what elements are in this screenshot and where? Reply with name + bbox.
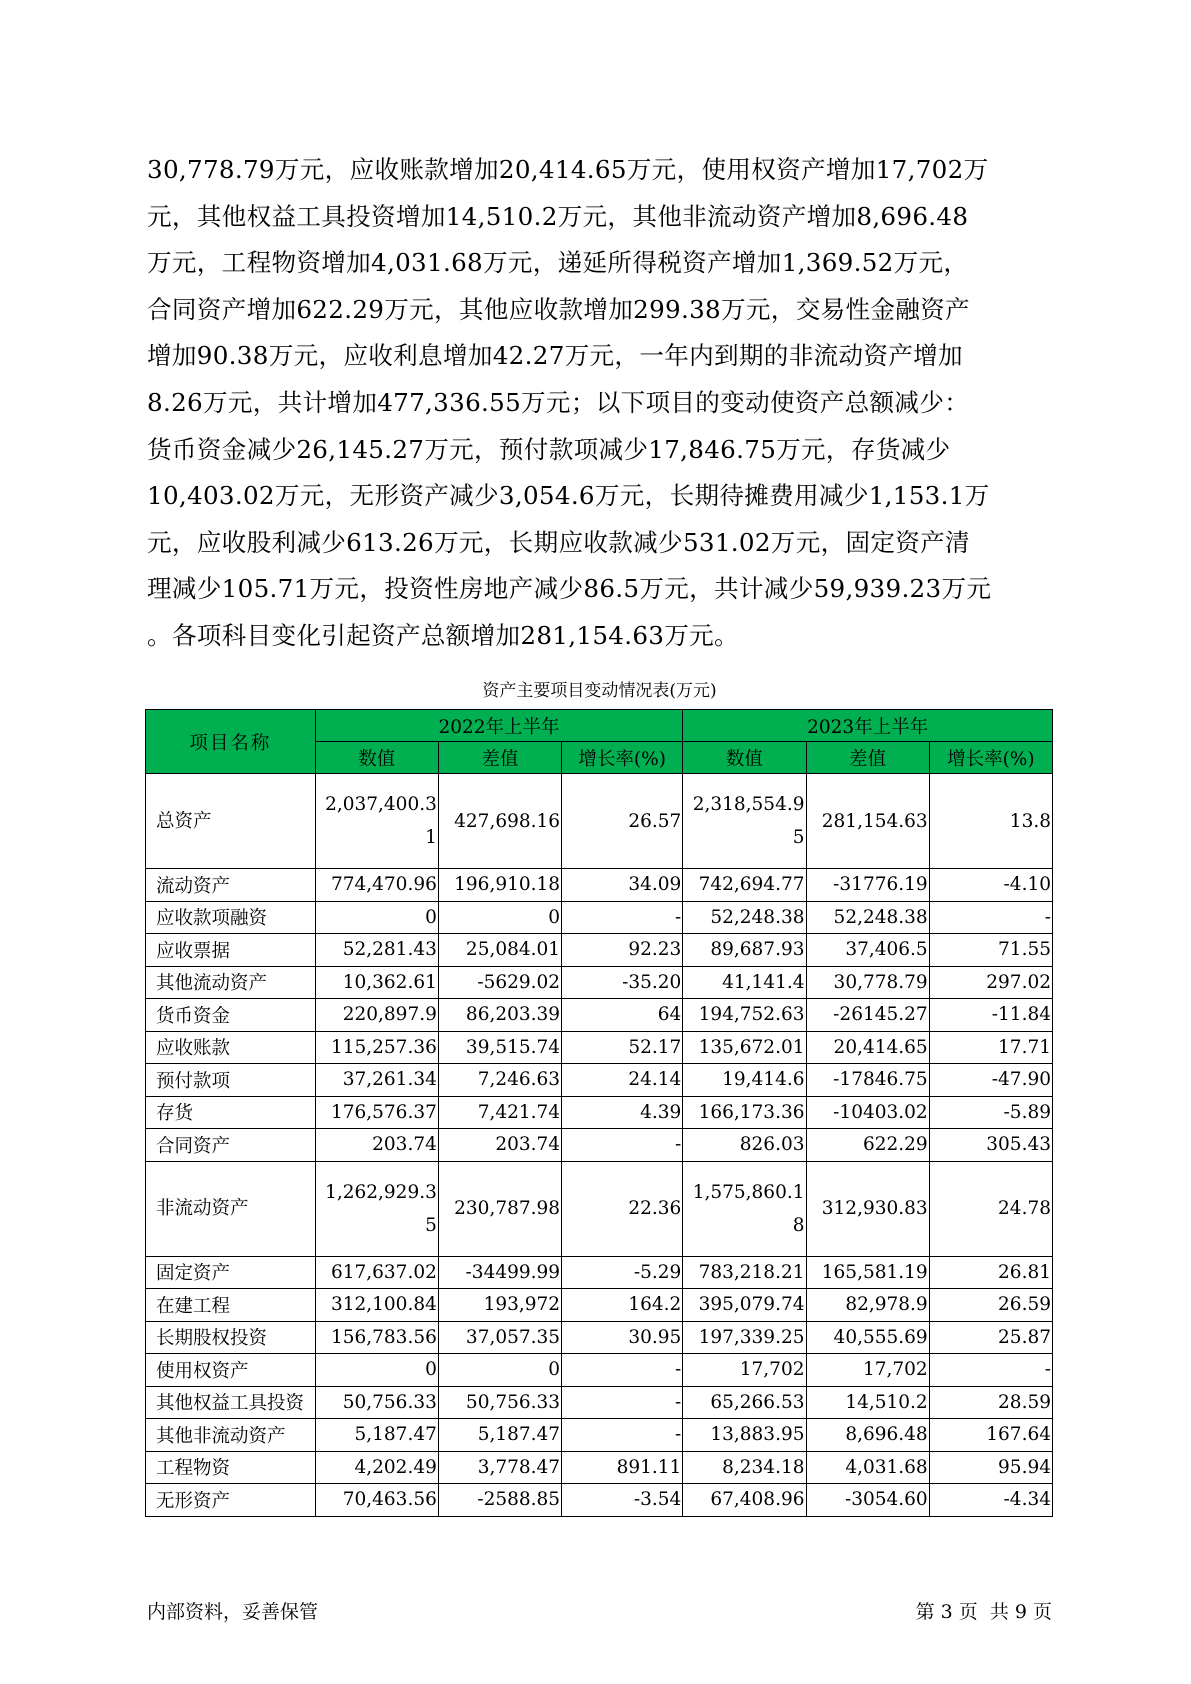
paragraph-line: 元，应收股利减少613.26万元，长期应收款减少531.02万元，固定资产清 <box>147 527 970 557</box>
table-row <box>146 1419 1053 1452</box>
cell-diff-2023: 30,778.79 <box>806 966 929 999</box>
cell-diff-2023: 40,555.69 <box>806 1321 929 1354</box>
cell-rate-2022: 4.39 <box>562 1096 683 1129</box>
cell-rate-2023: 26.81 <box>929 1256 1052 1289</box>
cell-value-2022: 1,262,929.35 <box>315 1161 438 1256</box>
table-row <box>146 1321 1053 1354</box>
cell-diff-2022: 193,972 <box>438 1289 561 1322</box>
row-name: 存货 <box>146 1096 316 1129</box>
row-name: 应收款项融资 <box>146 901 316 934</box>
footer-confidential-note: 内部资料，妥善保管 <box>147 1601 319 1623</box>
table-row <box>146 774 1053 869</box>
cell-diff-2022: 39,515.74 <box>438 1031 561 1064</box>
cell-rate-2022: 22.36 <box>562 1161 683 1256</box>
footer-page-number: 第 3 页 共 9 页 <box>915 1601 1052 1623</box>
cell-diff-2022: 3,778.47 <box>438 1451 561 1484</box>
cell-value-2023: 52,248.38 <box>683 901 806 934</box>
table-row <box>146 1484 1053 1517</box>
header-diff: 差值 <box>438 742 561 774</box>
row-name: 无形资产 <box>146 1484 316 1517</box>
body-paragraph <box>147 147 1052 660</box>
cell-value-2023: 13,883.95 <box>683 1419 806 1452</box>
paragraph-line: 合同资产增加622.29万元，其他应收款增加299.38万元，交易性金融资产 <box>147 294 970 324</box>
row-name: 固定资产 <box>146 1256 316 1289</box>
cell-value-2023: 2,318,554.95 <box>683 774 806 869</box>
cell-rate-2022: -35.20 <box>562 966 683 999</box>
header-rate: 增长率(%) <box>562 742 683 774</box>
cell-diff-2023: -3054.60 <box>806 1484 929 1517</box>
cell-value-2023: 1,575,860.18 <box>683 1161 806 1256</box>
cell-value-2023: 395,079.74 <box>683 1289 806 1322</box>
cell-diff-2022: 37,057.35 <box>438 1321 561 1354</box>
cell-rate-2022: 30.95 <box>562 1321 683 1354</box>
cell-diff-2023: 82,978.9 <box>806 1289 929 1322</box>
cell-diff-2023: 312,930.83 <box>806 1161 929 1256</box>
table-row <box>146 869 1053 902</box>
cell-diff-2023: 8,696.48 <box>806 1419 929 1452</box>
cell-value-2022: 220,897.9 <box>315 999 438 1032</box>
cell-value-2023: 67,408.96 <box>683 1484 806 1517</box>
row-name: 总资产 <box>146 774 316 869</box>
cell-diff-2022: 50,756.33 <box>438 1386 561 1419</box>
cell-rate-2023: 26.59 <box>929 1289 1052 1322</box>
paragraph-line: 元，其他权益工具投资增加14,510.2万元，其他非流动资产增加8,696.48 <box>147 201 969 231</box>
table-row <box>146 1129 1053 1162</box>
cell-value-2022: 37,261.34 <box>315 1064 438 1097</box>
cell-diff-2022: 230,787.98 <box>438 1161 561 1256</box>
cell-rate-2022: -3.54 <box>562 1484 683 1517</box>
row-name: 工程物资 <box>146 1451 316 1484</box>
cell-diff-2022: 196,910.18 <box>438 869 561 902</box>
header-period-2023: 2023年上半年 <box>683 710 1053 742</box>
table-row <box>146 1064 1053 1097</box>
cell-rate-2023: -11.84 <box>929 999 1052 1032</box>
table-row <box>146 934 1053 967</box>
cell-value-2022: 115,257.36 <box>315 1031 438 1064</box>
cell-rate-2023: 305.43 <box>929 1129 1052 1162</box>
cell-diff-2022: 5,187.47 <box>438 1419 561 1452</box>
cell-rate-2022: 891.11 <box>562 1451 683 1484</box>
cell-value-2022: 5,187.47 <box>315 1419 438 1452</box>
cell-rate-2023: 297.02 <box>929 966 1052 999</box>
cell-value-2022: 70,463.56 <box>315 1484 438 1517</box>
cell-rate-2023: 71.55 <box>929 934 1052 967</box>
cell-rate-2023: 28.59 <box>929 1386 1052 1419</box>
cell-value-2023: 783,218.21 <box>683 1256 806 1289</box>
row-name: 应收票据 <box>146 934 316 967</box>
row-name: 其他权益工具投资 <box>146 1386 316 1419</box>
cell-value-2022: 774,470.96 <box>315 869 438 902</box>
cell-diff-2023: 17,702 <box>806 1354 929 1387</box>
cell-rate-2023: 24.78 <box>929 1161 1052 1256</box>
table-row <box>146 1451 1053 1484</box>
cell-diff-2022: 7,421.74 <box>438 1096 561 1129</box>
row-name: 在建工程 <box>146 1289 316 1322</box>
header-period-2022: 2022年上半年 <box>315 710 683 742</box>
cell-rate-2022: 26.57 <box>562 774 683 869</box>
cell-rate-2022: 24.14 <box>562 1064 683 1097</box>
paragraph-line: 理减少105.71万元，投资性房地产减少86.5万元，共计减少59,939.23万元 <box>147 574 992 604</box>
cell-value-2023: 194,752.63 <box>683 999 806 1032</box>
cell-rate-2023: - <box>929 1354 1052 1387</box>
row-name: 使用权资产 <box>146 1354 316 1387</box>
table-row <box>146 1256 1053 1289</box>
cell-rate-2023: -4.34 <box>929 1484 1052 1517</box>
row-name: 应收账款 <box>146 1031 316 1064</box>
cell-rate-2022: - <box>562 1419 683 1452</box>
cell-value-2023: 65,266.53 <box>683 1386 806 1419</box>
row-name: 其他流动资产 <box>146 966 316 999</box>
paragraph-line: 。各项科目变化引起资产总额增加281,154.63万元。 <box>147 620 739 650</box>
cell-diff-2022: 0 <box>438 901 561 934</box>
table-row <box>146 1161 1053 1256</box>
cell-rate-2022: 52.17 <box>562 1031 683 1064</box>
table-row <box>146 1031 1053 1064</box>
cell-diff-2023: 20,414.65 <box>806 1031 929 1064</box>
cell-rate-2022: - <box>562 901 683 934</box>
cell-rate-2023: -47.90 <box>929 1064 1052 1097</box>
cell-diff-2023: 165,581.19 <box>806 1256 929 1289</box>
row-name: 流动资产 <box>146 869 316 902</box>
cell-diff-2022: 203.74 <box>438 1129 561 1162</box>
cell-diff-2023: 37,406.5 <box>806 934 929 967</box>
cell-diff-2022: 86,203.39 <box>438 999 561 1032</box>
cell-value-2022: 203.74 <box>315 1129 438 1162</box>
cell-rate-2023: 17.71 <box>929 1031 1052 1064</box>
row-name: 预付款项 <box>146 1064 316 1097</box>
cell-diff-2023: 622.29 <box>806 1129 929 1162</box>
cell-value-2023: 166,173.36 <box>683 1096 806 1129</box>
cell-value-2022: 0 <box>315 901 438 934</box>
header-rate: 增长率(%) <box>929 742 1052 774</box>
cell-diff-2023: 52,248.38 <box>806 901 929 934</box>
paragraph-line: 8.26万元，共计增加477,336.55万元；以下项目的变动使资产总额减少： <box>147 387 970 417</box>
table-row <box>146 901 1053 934</box>
cell-value-2022: 4,202.49 <box>315 1451 438 1484</box>
cell-rate-2023: -5.89 <box>929 1096 1052 1129</box>
asset-change-table <box>145 709 1053 1517</box>
table-row <box>146 1096 1053 1129</box>
cell-rate-2023: 167.64 <box>929 1419 1052 1452</box>
header-diff: 差值 <box>806 742 929 774</box>
cell-value-2023: 19,414.6 <box>683 1064 806 1097</box>
cell-rate-2022: 164.2 <box>562 1289 683 1322</box>
cell-diff-2023: -26145.27 <box>806 999 929 1032</box>
cell-value-2022: 312,100.84 <box>315 1289 438 1322</box>
cell-rate-2023: - <box>929 901 1052 934</box>
cell-rate-2022: -5.29 <box>562 1256 683 1289</box>
row-name: 非流动资产 <box>146 1161 316 1256</box>
cell-rate-2023: 25.87 <box>929 1321 1052 1354</box>
cell-value-2023: 8,234.18 <box>683 1451 806 1484</box>
cell-value-2022: 156,783.56 <box>315 1321 438 1354</box>
cell-diff-2023: -17846.75 <box>806 1064 929 1097</box>
paragraph-line: 货币资金减少26,145.27万元，预付款项减少17,846.75万元，存货减少 <box>147 434 951 464</box>
cell-value-2022: 176,576.37 <box>315 1096 438 1129</box>
cell-rate-2022: 34.09 <box>562 869 683 902</box>
cell-diff-2022: 25,084.01 <box>438 934 561 967</box>
cell-value-2023: 17,702 <box>683 1354 806 1387</box>
cell-value-2023: 197,339.25 <box>683 1321 806 1354</box>
header-value: 数值 <box>683 742 806 774</box>
cell-diff-2023: -10403.02 <box>806 1096 929 1129</box>
cell-rate-2022: 64 <box>562 999 683 1032</box>
cell-rate-2022: - <box>562 1354 683 1387</box>
cell-diff-2023: -31776.19 <box>806 869 929 902</box>
cell-diff-2022: 7,246.63 <box>438 1064 561 1097</box>
paragraph-line: 增加90.38万元，应收利息增加42.27万元，一年内到期的非流动资产增加 <box>147 341 963 371</box>
paragraph-line: 30,778.79万元，应收账款增加20,414.65万元，使用权资产增加17,702万 <box>147 155 989 184</box>
row-name: 长期股权投资 <box>146 1321 316 1354</box>
cell-diff-2023: 4,031.68 <box>806 1451 929 1484</box>
table-row <box>146 966 1053 999</box>
cell-rate-2023: 95.94 <box>929 1451 1052 1484</box>
cell-value-2022: 2,037,400.31 <box>315 774 438 869</box>
cell-value-2023: 41,141.4 <box>683 966 806 999</box>
cell-value-2022: 50,756.33 <box>315 1386 438 1419</box>
cell-value-2023: 89,687.93 <box>683 934 806 967</box>
cell-diff-2023: 281,154.63 <box>806 774 929 869</box>
cell-value-2022: 0 <box>315 1354 438 1387</box>
header-value: 数值 <box>315 742 438 774</box>
paragraph-line: 10,403.02万元，无形资产减少3,054.6万元，长期待摊费用减少1,153.1万 <box>147 481 990 511</box>
cell-diff-2022: -34499.99 <box>438 1256 561 1289</box>
cell-diff-2022: 427,698.16 <box>438 774 561 869</box>
cell-value-2022: 10,362.61 <box>315 966 438 999</box>
header-item-name: 项目名称 <box>146 710 316 774</box>
cell-diff-2023: 14,510.2 <box>806 1386 929 1419</box>
paragraph-line: 万元，工程物资增加4,031.68万元，递延所得税资产增加1,369.52万元， <box>147 248 969 278</box>
cell-value-2022: 52,281.43 <box>315 934 438 967</box>
cell-diff-2022: -5629.02 <box>438 966 561 999</box>
cell-value-2023: 742,694.77 <box>683 869 806 902</box>
row-name: 其他非流动资产 <box>146 1419 316 1452</box>
table-row <box>146 999 1053 1032</box>
cell-diff-2022: 0 <box>438 1354 561 1387</box>
table-row <box>146 1386 1053 1419</box>
cell-value-2023: 826.03 <box>683 1129 806 1162</box>
cell-rate-2023: -4.10 <box>929 869 1052 902</box>
row-name: 合同资产 <box>146 1129 316 1162</box>
table-row <box>146 1289 1053 1322</box>
cell-rate-2022: - <box>562 1129 683 1162</box>
table-caption: 资产主要项目变动情况表(万元) <box>482 681 717 701</box>
cell-rate-2023: 13.8 <box>929 774 1052 869</box>
cell-rate-2022: 92.23 <box>562 934 683 967</box>
header-row-periods <box>146 710 1053 742</box>
cell-value-2022: 617,637.02 <box>315 1256 438 1289</box>
cell-diff-2022: -2588.85 <box>438 1484 561 1517</box>
cell-value-2023: 135,672.01 <box>683 1031 806 1064</box>
cell-rate-2022: - <box>562 1386 683 1419</box>
row-name: 货币资金 <box>146 999 316 1032</box>
table-row <box>146 1354 1053 1387</box>
